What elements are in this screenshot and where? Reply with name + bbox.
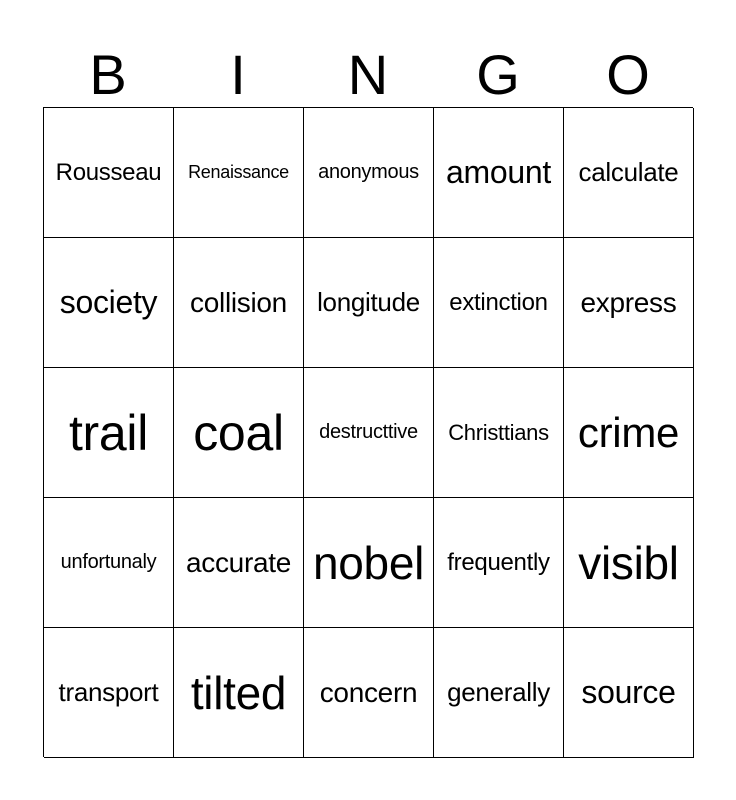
bingo-cell: society	[44, 238, 174, 368]
bingo-cell: crime	[564, 368, 694, 498]
bingo-board	[43, 107, 693, 757]
bingo-cell: extinction	[434, 238, 564, 368]
bingo-cell: calculate	[564, 108, 694, 238]
bingo-cell: Renaissance	[174, 108, 304, 238]
bingo-cell: collision	[174, 238, 304, 368]
bingo-cell: accurate	[174, 498, 304, 628]
bingo-cell: longitude	[304, 238, 434, 368]
bingo-cell: frequently	[434, 498, 564, 628]
header-letter-i: I	[230, 43, 246, 106]
bingo-cell: Christtians	[434, 368, 564, 498]
header-letter-o: O	[606, 43, 650, 106]
bingo-cell: trail	[44, 368, 174, 498]
header-letter-g: G	[476, 43, 520, 106]
bingo-cell: transport	[44, 628, 174, 758]
bingo-cell: nobel	[304, 498, 434, 628]
header-letter-b: B	[89, 43, 127, 106]
bingo-cell: Rousseau	[44, 108, 174, 238]
bingo-cell: express	[564, 238, 694, 368]
bingo-cell: concern	[304, 628, 434, 758]
bingo-cell: amount	[434, 108, 564, 238]
bingo-cell: visibl	[564, 498, 694, 628]
bingo-cell: source	[564, 628, 694, 758]
bingo-cell: unfortunaly	[44, 498, 174, 628]
bingo-cell: generally	[434, 628, 564, 758]
bingo-cell: tilted	[174, 628, 304, 758]
bingo-cell: destructtive	[304, 368, 434, 498]
bingo-header	[43, 44, 693, 106]
bingo-cell: coal	[174, 368, 304, 498]
bingo-cell: anonymous	[304, 108, 434, 238]
header-letter-n: N	[347, 43, 389, 106]
